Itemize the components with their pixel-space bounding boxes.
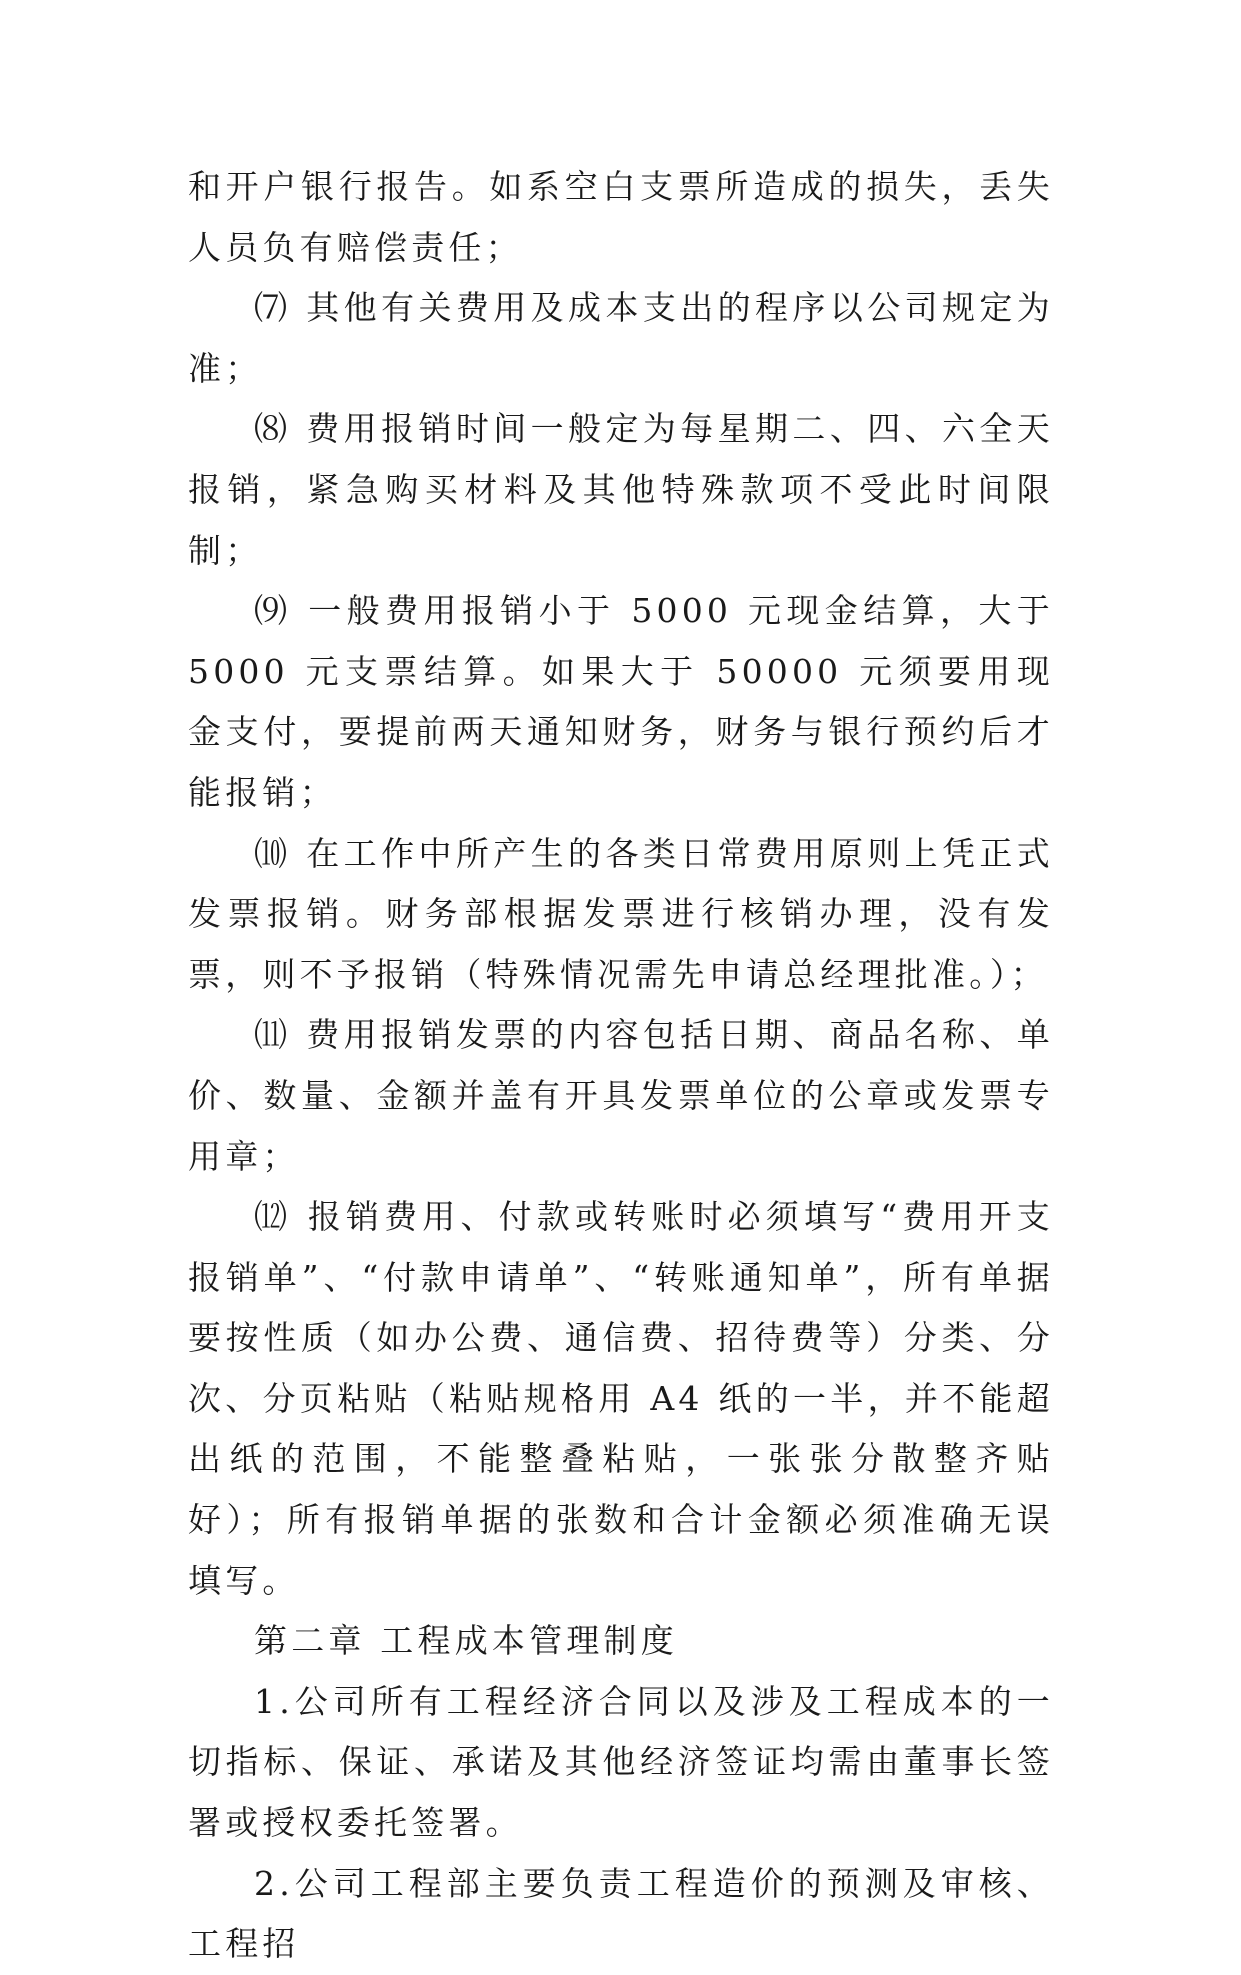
paragraph-item-7: ⑺ 其他有关费用及成本支出的程序以公司规定为准； bbox=[188, 288, 1054, 388]
document-body bbox=[188, 157, 1054, 1975]
paragraph-item-9: ⑼ 一般费用报销小于 5000 元现金结算，大于 5000 元支票结算。如果大于 50000 元须要用现金支付，要提前两天通知财务，财务与银行预约后才能报销； bbox=[188, 591, 1054, 812]
paragraph-item-12: ⑿ 报销费用、付款或转账时必须填写“费用开支报销单”、“付款申请单”、“转账通知单”，所有单据要按性质（如办公费、通信费、招待费等）分类、分次、分页粘贴（粘贴规格用 A4 纸的一半，并不能超出纸的范围，不能整叠粘贴，一张张分散整齐贴好）；所有报销单据的张数和合计金额必须准确无误填写。 bbox=[188, 1197, 1054, 1600]
chapter-heading: 第二章 工程成本管理制度 bbox=[254, 1621, 678, 1661]
paragraph-item-10: ⑽ 在工作中所产生的各类日常费用原则上凭正式发票报销。财务部根据发票进行核销办理，没有发票，则不予报销（特殊情况需先申请总经理批准。）； bbox=[188, 833, 1054, 994]
paragraph-rule-2: 2.公司工程部主要负责工程造价的预测及审核、工程招 bbox=[188, 1863, 1054, 1964]
paragraph-rule-1: 1.公司所有工程经济合同以及涉及工程成本的一切指标、保证、承诺及其他经济签证均需由董事长签署或授权委托签署。 bbox=[188, 1681, 1054, 1843]
paragraph-item-11: ⑾ 费用报销发票的内容包括日期、商品名称、单价、数量、金额并盖有开具发票单位的公章或发票专用章； bbox=[188, 1015, 1054, 1176]
paragraph-check-loss: 和开户银行报告。如系空白支票所造成的损失，丢失人员负有赔偿责任； bbox=[188, 167, 1054, 267]
paragraph-item-8: ⑻ 费用报销时间一般定为每星期二、四、六全天报销，紧急购买材料及其他特殊款项不受此时间限制； bbox=[188, 409, 1054, 570]
